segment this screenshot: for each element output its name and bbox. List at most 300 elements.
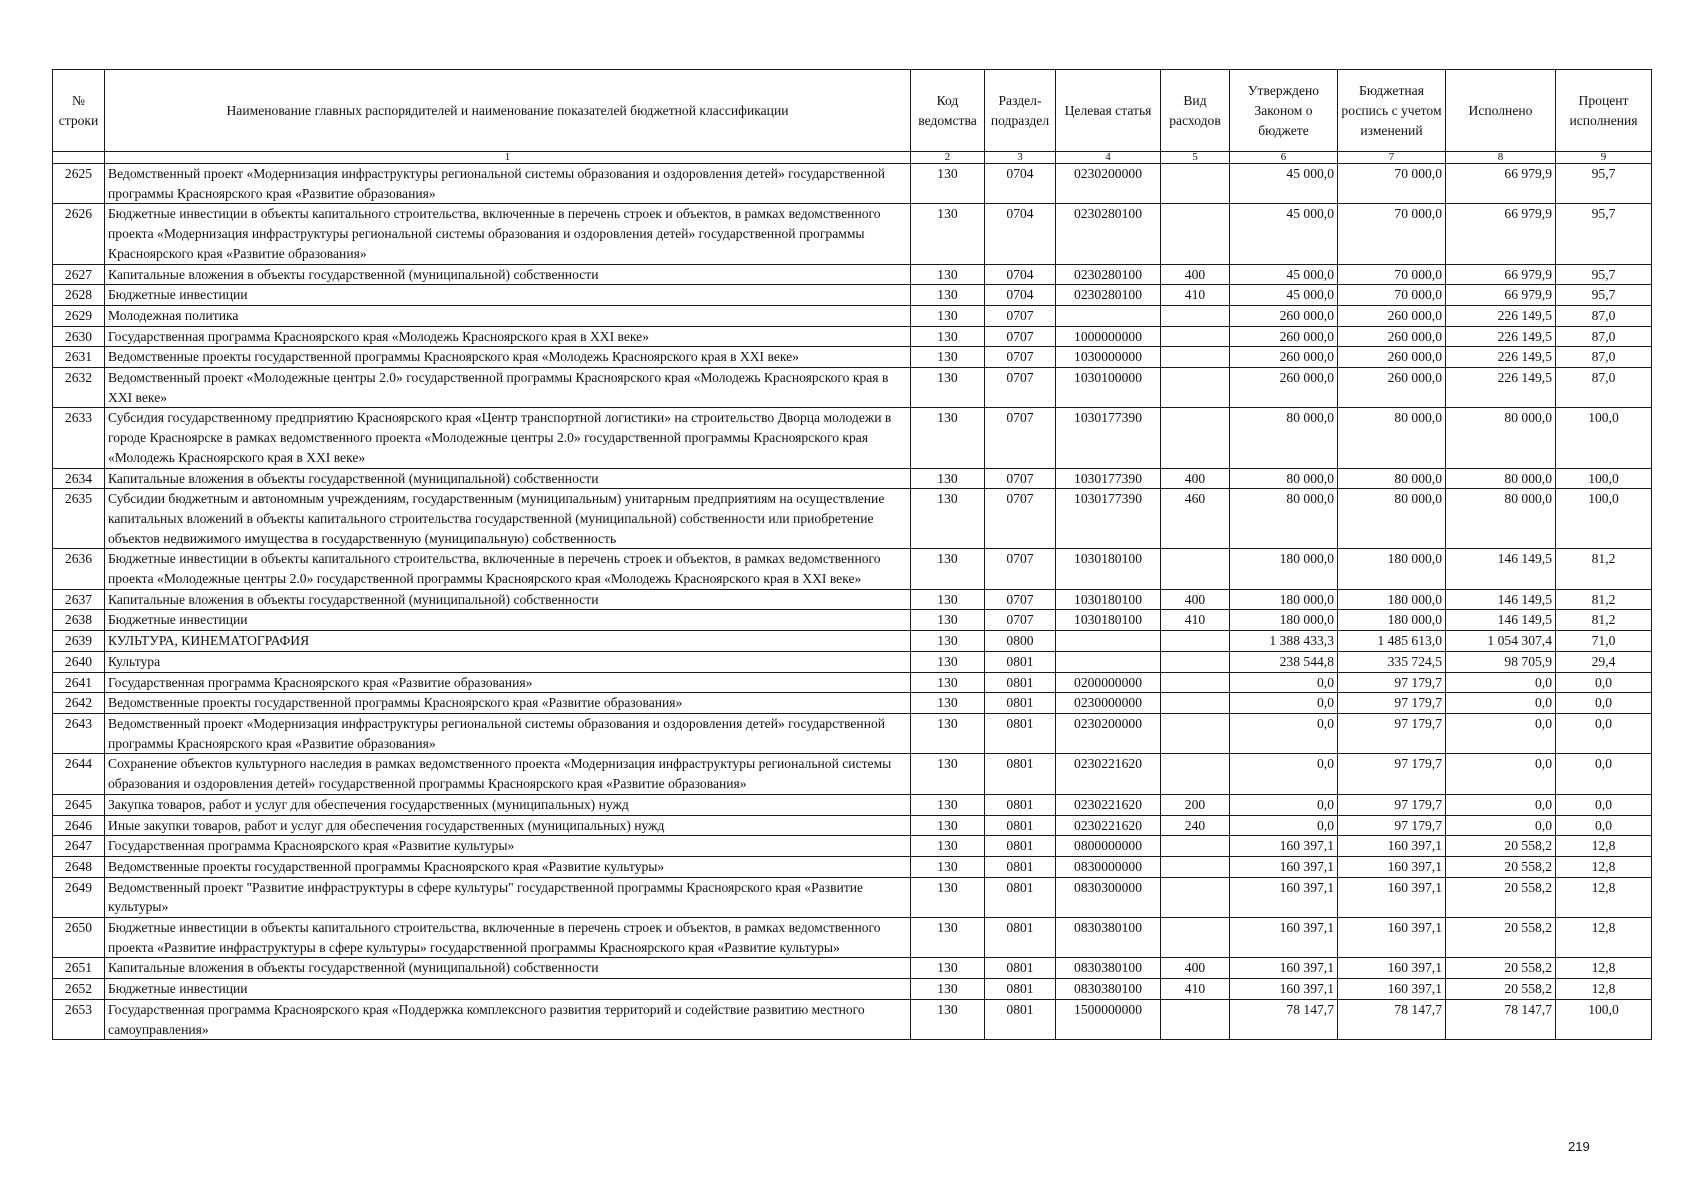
percent-cell: 12,8 bbox=[1556, 877, 1652, 917]
table-row bbox=[53, 856, 1652, 877]
section-cell: 0801 bbox=[985, 815, 1056, 836]
expense-type-cell: 460 bbox=[1161, 489, 1230, 549]
department-code-cell: 130 bbox=[911, 672, 985, 693]
executed-cell: 98 705,9 bbox=[1446, 651, 1556, 672]
expense-type-cell bbox=[1161, 204, 1230, 264]
executed-cell: 20 558,2 bbox=[1446, 877, 1556, 917]
row-number-cell: 2625 bbox=[53, 164, 105, 204]
column-number: 8 bbox=[1446, 152, 1556, 164]
row-number-cell: 2635 bbox=[53, 489, 105, 549]
budget-schedule-cell: 180 000,0 bbox=[1338, 589, 1446, 610]
section-cell: 0801 bbox=[985, 672, 1056, 693]
percent-cell: 29,4 bbox=[1556, 651, 1652, 672]
row-number-cell: 2648 bbox=[53, 856, 105, 877]
column-number bbox=[53, 152, 105, 164]
approved-cell: 80 000,0 bbox=[1230, 489, 1338, 549]
expense-type-cell bbox=[1161, 408, 1230, 468]
budget-schedule-cell: 260 000,0 bbox=[1338, 368, 1446, 408]
budget-schedule-cell: 97 179,7 bbox=[1338, 794, 1446, 815]
row-number-cell: 2631 bbox=[53, 347, 105, 368]
percent-cell: 12,8 bbox=[1556, 836, 1652, 857]
executed-cell: 80 000,0 bbox=[1446, 408, 1556, 468]
name-cell: Ведомственный проект «Модернизация инфраструктуры региональной системы образования и оздоровления детей» государственной программы Красноярского края «Развитие образования» bbox=[105, 164, 911, 204]
table-row bbox=[53, 651, 1652, 672]
budget-schedule-cell: 97 179,7 bbox=[1338, 713, 1446, 753]
column-number: 3 bbox=[985, 152, 1056, 164]
table-row bbox=[53, 368, 1652, 408]
percent-cell: 100,0 bbox=[1556, 489, 1652, 549]
budget-schedule-cell: 80 000,0 bbox=[1338, 489, 1446, 549]
executed-cell: 20 558,2 bbox=[1446, 856, 1556, 877]
department-code-cell: 130 bbox=[911, 836, 985, 857]
executed-cell: 226 149,5 bbox=[1446, 326, 1556, 347]
expense-type-cell: 400 bbox=[1161, 958, 1230, 979]
page-number: 219 bbox=[1568, 1139, 1590, 1154]
executed-cell: 1 054 307,4 bbox=[1446, 631, 1556, 652]
expense-type-cell bbox=[1161, 918, 1230, 958]
approved-cell: 80 000,0 bbox=[1230, 468, 1338, 489]
executed-cell: 66 979,9 bbox=[1446, 285, 1556, 306]
approved-cell: 0,0 bbox=[1230, 794, 1338, 815]
name-cell: Сохранение объектов культурного наследия в рамках ведомственного проекта «Модернизация инфраструктуры региональной системы образования и оздоровления детей» государственной программы Красноярского края «Развитие образования» bbox=[105, 754, 911, 794]
executed-cell: 20 558,2 bbox=[1446, 918, 1556, 958]
expense-type-cell bbox=[1161, 856, 1230, 877]
target-article-cell: 1500000000 bbox=[1056, 999, 1161, 1039]
table-body bbox=[53, 164, 1652, 1040]
target-article-cell: 0200000000 bbox=[1056, 672, 1161, 693]
budget-schedule-cell: 70 000,0 bbox=[1338, 164, 1446, 204]
table-row bbox=[53, 918, 1652, 958]
department-code-cell: 130 bbox=[911, 631, 985, 652]
section-cell: 0800 bbox=[985, 631, 1056, 652]
section-cell: 0801 bbox=[985, 918, 1056, 958]
target-article-cell: 0830380100 bbox=[1056, 918, 1161, 958]
section-cell: 0707 bbox=[985, 408, 1056, 468]
section-cell: 0707 bbox=[985, 326, 1056, 347]
department-code-cell: 130 bbox=[911, 305, 985, 326]
header-expense-type: Вид расходов bbox=[1161, 70, 1230, 152]
row-number-cell: 2645 bbox=[53, 794, 105, 815]
executed-cell: 226 149,5 bbox=[1446, 368, 1556, 408]
target-article-cell: 0230200000 bbox=[1056, 713, 1161, 753]
approved-cell: 160 397,1 bbox=[1230, 836, 1338, 857]
name-cell: Иные закупки товаров, работ и услуг для обеспечения государственных (муниципальных) нужд bbox=[105, 815, 911, 836]
expense-type-cell: 400 bbox=[1161, 264, 1230, 285]
approved-cell: 260 000,0 bbox=[1230, 305, 1338, 326]
executed-cell: 20 558,2 bbox=[1446, 958, 1556, 979]
row-number-cell: 2633 bbox=[53, 408, 105, 468]
department-code-cell: 130 bbox=[911, 264, 985, 285]
name-cell: Ведомственный проект "Развитие инфраструктуры в сфере культуры" государственной программы Красноярского края «Развитие культуры» bbox=[105, 877, 911, 917]
target-article-cell: 1030180100 bbox=[1056, 549, 1161, 589]
percent-cell: 87,0 bbox=[1556, 326, 1652, 347]
expense-type-cell bbox=[1161, 549, 1230, 589]
section-cell: 0707 bbox=[985, 305, 1056, 326]
table-row bbox=[53, 164, 1652, 204]
header-approved: Утверждено Законом о бюджете bbox=[1230, 70, 1338, 152]
name-cell: Ведомственные проекты государственной программы Красноярского края «Молодежь Красноярского края в XXI веке» bbox=[105, 347, 911, 368]
name-cell: КУЛЬТУРА, КИНЕМАТОГРАФИЯ bbox=[105, 631, 911, 652]
department-code-cell: 130 bbox=[911, 794, 985, 815]
name-cell: Ведомственные проекты государственной программы Красноярского края «Развитие культуры» bbox=[105, 856, 911, 877]
percent-cell: 0,0 bbox=[1556, 815, 1652, 836]
approved-cell: 0,0 bbox=[1230, 693, 1338, 714]
table-row bbox=[53, 958, 1652, 979]
approved-cell: 1 388 433,3 bbox=[1230, 631, 1338, 652]
header-section: Раздел-подраздел bbox=[985, 70, 1056, 152]
department-code-cell: 130 bbox=[911, 877, 985, 917]
percent-cell: 87,0 bbox=[1556, 368, 1652, 408]
percent-cell: 95,7 bbox=[1556, 204, 1652, 264]
row-number-cell: 2644 bbox=[53, 754, 105, 794]
section-cell: 0801 bbox=[985, 693, 1056, 714]
table-row bbox=[53, 754, 1652, 794]
target-article-cell: 1000000000 bbox=[1056, 326, 1161, 347]
header-executed: Исполнено bbox=[1446, 70, 1556, 152]
department-code-cell: 130 bbox=[911, 408, 985, 468]
column-number: 6 bbox=[1230, 152, 1338, 164]
department-code-cell: 130 bbox=[911, 347, 985, 368]
target-article-cell: 1030100000 bbox=[1056, 368, 1161, 408]
header-budget-schedule: Бюджетная роспись с учетом изменений bbox=[1338, 70, 1446, 152]
percent-cell: 71,0 bbox=[1556, 631, 1652, 652]
section-cell: 0801 bbox=[985, 836, 1056, 857]
budget-schedule-cell: 160 397,1 bbox=[1338, 918, 1446, 958]
approved-cell: 160 397,1 bbox=[1230, 958, 1338, 979]
approved-cell: 160 397,1 bbox=[1230, 979, 1338, 1000]
row-number-cell: 2638 bbox=[53, 610, 105, 631]
budget-schedule-cell: 260 000,0 bbox=[1338, 347, 1446, 368]
percent-cell: 95,7 bbox=[1556, 264, 1652, 285]
table-row bbox=[53, 713, 1652, 753]
approved-cell: 78 147,7 bbox=[1230, 999, 1338, 1039]
expense-type-cell bbox=[1161, 651, 1230, 672]
percent-cell: 0,0 bbox=[1556, 754, 1652, 794]
section-cell: 0801 bbox=[985, 877, 1056, 917]
department-code-cell: 130 bbox=[911, 754, 985, 794]
column-number: 2 bbox=[911, 152, 985, 164]
row-number-cell: 2646 bbox=[53, 815, 105, 836]
expense-type-cell: 400 bbox=[1161, 589, 1230, 610]
header-department-code: Код ведомства bbox=[911, 70, 985, 152]
row-number-cell: 2651 bbox=[53, 958, 105, 979]
name-cell: Капитальные вложения в объекты государственной (муниципальной) собственности bbox=[105, 589, 911, 610]
executed-cell: 0,0 bbox=[1446, 713, 1556, 753]
target-article-cell: 0230280100 bbox=[1056, 204, 1161, 264]
expense-type-cell: 200 bbox=[1161, 794, 1230, 815]
name-cell: Бюджетные инвестиции bbox=[105, 979, 911, 1000]
percent-cell: 100,0 bbox=[1556, 408, 1652, 468]
expense-type-cell bbox=[1161, 631, 1230, 652]
approved-cell: 260 000,0 bbox=[1230, 347, 1338, 368]
target-article-cell: 1030177390 bbox=[1056, 489, 1161, 549]
name-cell: Закупка товаров, работ и услуг для обеспечения государственных (муниципальных) нужд bbox=[105, 794, 911, 815]
table-row bbox=[53, 877, 1652, 917]
expense-type-cell: 410 bbox=[1161, 285, 1230, 306]
expense-type-cell bbox=[1161, 877, 1230, 917]
percent-cell: 12,8 bbox=[1556, 856, 1652, 877]
executed-cell: 146 149,5 bbox=[1446, 610, 1556, 631]
table-row bbox=[53, 672, 1652, 693]
name-cell: Бюджетные инвестиции в объекты капитального строительства, включенные в перечень строек и объектов, в рамках ведомственного проекта «Модернизация инфраструктуры региональной системы образования и оздоровления детей» государственной программы Красноярского края «Развитие образования» bbox=[105, 204, 911, 264]
budget-schedule-cell: 260 000,0 bbox=[1338, 305, 1446, 326]
budget-schedule-cell: 180 000,0 bbox=[1338, 610, 1446, 631]
name-cell: Государственная программа Красноярского края «Молодежь Красноярского края в XXI веке» bbox=[105, 326, 911, 347]
executed-cell: 80 000,0 bbox=[1446, 468, 1556, 489]
section-cell: 0801 bbox=[985, 856, 1056, 877]
name-cell: Ведомственный проект «Молодежные центры 2.0» государственной программы Красноярского края «Молодежь Красноярского края в XXI веке» bbox=[105, 368, 911, 408]
name-cell: Капитальные вложения в объекты государственной (муниципальной) собственности bbox=[105, 264, 911, 285]
table-row bbox=[53, 408, 1652, 468]
target-article-cell: 0230200000 bbox=[1056, 164, 1161, 204]
department-code-cell: 130 bbox=[911, 204, 985, 264]
percent-cell: 0,0 bbox=[1556, 713, 1652, 753]
approved-cell: 238 544,8 bbox=[1230, 651, 1338, 672]
expense-type-cell bbox=[1161, 326, 1230, 347]
name-cell: Бюджетные инвестиции в объекты капитального строительства, включенные в перечень строек и объектов, в рамках ведомственного проекта «Молодежные центры 2.0» государственной программы Красноярского края «Молодежь Красноярского края в XXI веке» bbox=[105, 549, 911, 589]
expense-type-cell bbox=[1161, 713, 1230, 753]
column-number: 7 bbox=[1338, 152, 1446, 164]
target-article-cell: 0230000000 bbox=[1056, 693, 1161, 714]
expense-type-cell bbox=[1161, 305, 1230, 326]
department-code-cell: 130 bbox=[911, 468, 985, 489]
percent-cell: 0,0 bbox=[1556, 794, 1652, 815]
budget-schedule-cell: 260 000,0 bbox=[1338, 326, 1446, 347]
expense-type-cell bbox=[1161, 693, 1230, 714]
expense-type-cell bbox=[1161, 999, 1230, 1039]
header-name: Наименование главных распорядителей и наименование показателей бюджетной классификации bbox=[105, 70, 911, 152]
table-row bbox=[53, 204, 1652, 264]
row-number-cell: 2634 bbox=[53, 468, 105, 489]
budget-schedule-cell: 160 397,1 bbox=[1338, 979, 1446, 1000]
budget-schedule-cell: 70 000,0 bbox=[1338, 264, 1446, 285]
target-article-cell: 0830380100 bbox=[1056, 979, 1161, 1000]
approved-cell: 45 000,0 bbox=[1230, 285, 1338, 306]
expense-type-cell bbox=[1161, 347, 1230, 368]
executed-cell: 226 149,5 bbox=[1446, 347, 1556, 368]
section-cell: 0801 bbox=[985, 958, 1056, 979]
row-number-cell: 2652 bbox=[53, 979, 105, 1000]
budget-schedule-cell: 97 179,7 bbox=[1338, 672, 1446, 693]
approved-cell: 80 000,0 bbox=[1230, 408, 1338, 468]
department-code-cell: 130 bbox=[911, 693, 985, 714]
name-cell: Бюджетные инвестиции bbox=[105, 285, 911, 306]
row-number-cell: 2650 bbox=[53, 918, 105, 958]
section-cell: 0801 bbox=[985, 713, 1056, 753]
target-article-cell: 0230280100 bbox=[1056, 285, 1161, 306]
department-code-cell: 130 bbox=[911, 713, 985, 753]
expense-type-cell bbox=[1161, 754, 1230, 794]
section-cell: 0801 bbox=[985, 754, 1056, 794]
row-number-cell: 2642 bbox=[53, 693, 105, 714]
executed-cell: 80 000,0 bbox=[1446, 489, 1556, 549]
table-row bbox=[53, 347, 1652, 368]
budget-schedule-cell: 160 397,1 bbox=[1338, 856, 1446, 877]
target-article-cell: 0230221620 bbox=[1056, 794, 1161, 815]
target-article-cell: 0800000000 bbox=[1056, 836, 1161, 857]
approved-cell: 260 000,0 bbox=[1230, 326, 1338, 347]
table-row bbox=[53, 979, 1652, 1000]
section-cell: 0801 bbox=[985, 794, 1056, 815]
name-cell: Государственная программа Красноярского края «Развитие образования» bbox=[105, 672, 911, 693]
name-cell: Государственная программа Красноярского края «Развитие культуры» bbox=[105, 836, 911, 857]
executed-cell: 146 149,5 bbox=[1446, 549, 1556, 589]
budget-table bbox=[52, 69, 1652, 1040]
target-article-cell: 1030180100 bbox=[1056, 589, 1161, 610]
row-number-cell: 2653 bbox=[53, 999, 105, 1039]
approved-cell: 45 000,0 bbox=[1230, 204, 1338, 264]
name-cell: Государственная программа Красноярского края «Поддержка комплексного развития территорий и содействие развитию местного самоуправления» bbox=[105, 999, 911, 1039]
executed-cell: 66 979,9 bbox=[1446, 164, 1556, 204]
executed-cell: 0,0 bbox=[1446, 794, 1556, 815]
approved-cell: 180 000,0 bbox=[1230, 549, 1338, 589]
row-number-cell: 2632 bbox=[53, 368, 105, 408]
row-number-cell: 2627 bbox=[53, 264, 105, 285]
approved-cell: 160 397,1 bbox=[1230, 856, 1338, 877]
name-cell: Бюджетные инвестиции в объекты капитального строительства, включенные в перечень строек и объектов, в рамках ведомственного проекта «Развитие инфраструктуры в сфере культуры» государственной программы Красноярского края «Развитие культуры» bbox=[105, 918, 911, 958]
target-article-cell: 0830380100 bbox=[1056, 958, 1161, 979]
row-number-cell: 2630 bbox=[53, 326, 105, 347]
section-cell: 0707 bbox=[985, 549, 1056, 589]
executed-cell: 66 979,9 bbox=[1446, 204, 1556, 264]
target-article-cell: 1030000000 bbox=[1056, 347, 1161, 368]
target-article-cell: 0830300000 bbox=[1056, 877, 1161, 917]
section-cell: 0801 bbox=[985, 999, 1056, 1039]
target-article-cell: 1030177390 bbox=[1056, 408, 1161, 468]
percent-cell: 12,8 bbox=[1556, 979, 1652, 1000]
table-row bbox=[53, 326, 1652, 347]
executed-cell: 0,0 bbox=[1446, 754, 1556, 794]
budget-schedule-cell: 180 000,0 bbox=[1338, 549, 1446, 589]
executed-cell: 226 149,5 bbox=[1446, 305, 1556, 326]
target-article-cell: 0230221620 bbox=[1056, 754, 1161, 794]
row-number-cell: 2640 bbox=[53, 651, 105, 672]
name-cell: Ведомственные проекты государственной программы Красноярского края «Развитие образования» bbox=[105, 693, 911, 714]
table-row bbox=[53, 610, 1652, 631]
expense-type-cell bbox=[1161, 368, 1230, 408]
target-article-cell: 0230221620 bbox=[1056, 815, 1161, 836]
name-cell: Субсидия государственному предприятию Красноярского края «Центр транспортной логистики» на строительство Дворца молодежи в городе Красноярске в рамках ведомственного проекта «Молодежные центры 2.0» государственной программы Красноярского края «Молодежь Красноярского края в XXI веке» bbox=[105, 408, 911, 468]
budget-schedule-cell: 80 000,0 bbox=[1338, 408, 1446, 468]
approved-cell: 0,0 bbox=[1230, 815, 1338, 836]
table-row bbox=[53, 264, 1652, 285]
table-row bbox=[53, 489, 1652, 549]
target-article-cell: 1030180100 bbox=[1056, 610, 1161, 631]
row-number-cell: 2643 bbox=[53, 713, 105, 753]
department-code-cell: 130 bbox=[911, 999, 985, 1039]
department-code-cell: 130 bbox=[911, 651, 985, 672]
department-code-cell: 130 bbox=[911, 979, 985, 1000]
table-header bbox=[53, 70, 1652, 164]
budget-schedule-cell: 1 485 613,0 bbox=[1338, 631, 1446, 652]
header-row-number: № строки bbox=[53, 70, 105, 152]
budget-schedule-cell: 80 000,0 bbox=[1338, 468, 1446, 489]
approved-cell: 180 000,0 bbox=[1230, 589, 1338, 610]
name-cell: Культура bbox=[105, 651, 911, 672]
department-code-cell: 130 bbox=[911, 285, 985, 306]
department-code-cell: 130 bbox=[911, 326, 985, 347]
row-number-cell: 2628 bbox=[53, 285, 105, 306]
section-cell: 0707 bbox=[985, 468, 1056, 489]
approved-cell: 45 000,0 bbox=[1230, 264, 1338, 285]
expense-type-cell bbox=[1161, 164, 1230, 204]
budget-schedule-cell: 78 147,7 bbox=[1338, 999, 1446, 1039]
approved-cell: 45 000,0 bbox=[1230, 164, 1338, 204]
section-cell: 0704 bbox=[985, 285, 1056, 306]
approved-cell: 160 397,1 bbox=[1230, 918, 1338, 958]
approved-cell: 0,0 bbox=[1230, 713, 1338, 753]
name-cell: Молодежная политика bbox=[105, 305, 911, 326]
department-code-cell: 130 bbox=[911, 856, 985, 877]
executed-cell: 20 558,2 bbox=[1446, 836, 1556, 857]
name-cell: Капитальные вложения в объекты государственной (муниципальной) собственности bbox=[105, 958, 911, 979]
table-row bbox=[53, 836, 1652, 857]
section-cell: 0707 bbox=[985, 589, 1056, 610]
percent-cell: 100,0 bbox=[1556, 468, 1652, 489]
percent-cell: 12,8 bbox=[1556, 918, 1652, 958]
name-cell: Субсидии бюджетным и автономным учреждениям, государственным (муниципальным) унитарным предприятиям на осуществление капитальных вложений в объекты капитального строительства государственной (муниципальной) собственности или приобретение объектов недвижимого имущества в государственную (муниципальную) собственность bbox=[105, 489, 911, 549]
department-code-cell: 130 bbox=[911, 918, 985, 958]
expense-type-cell bbox=[1161, 836, 1230, 857]
department-code-cell: 130 bbox=[911, 589, 985, 610]
name-cell: Ведомственный проект «Модернизация инфраструктуры региональной системы образования и оздоровления детей» государственной программы Красноярского края «Развитие образования» bbox=[105, 713, 911, 753]
header-target-article: Целевая статья bbox=[1056, 70, 1161, 152]
budget-schedule-cell: 97 179,7 bbox=[1338, 693, 1446, 714]
header-percent: Процент исполнения bbox=[1556, 70, 1652, 152]
section-cell: 0707 bbox=[985, 347, 1056, 368]
approved-cell: 0,0 bbox=[1230, 672, 1338, 693]
row-number-cell: 2641 bbox=[53, 672, 105, 693]
row-number-cell: 2637 bbox=[53, 589, 105, 610]
table-row bbox=[53, 589, 1652, 610]
percent-cell: 81,2 bbox=[1556, 589, 1652, 610]
row-number-cell: 2626 bbox=[53, 204, 105, 264]
percent-cell: 81,2 bbox=[1556, 610, 1652, 631]
row-number-cell: 2629 bbox=[53, 305, 105, 326]
department-code-cell: 130 bbox=[911, 610, 985, 631]
table-row bbox=[53, 794, 1652, 815]
department-code-cell: 130 bbox=[911, 549, 985, 589]
executed-cell: 0,0 bbox=[1446, 815, 1556, 836]
expense-type-cell: 400 bbox=[1161, 468, 1230, 489]
department-code-cell: 130 bbox=[911, 489, 985, 549]
executed-cell: 0,0 bbox=[1446, 693, 1556, 714]
section-cell: 0704 bbox=[985, 204, 1056, 264]
approved-cell: 260 000,0 bbox=[1230, 368, 1338, 408]
percent-cell: 100,0 bbox=[1556, 999, 1652, 1039]
target-article-cell bbox=[1056, 631, 1161, 652]
budget-schedule-cell: 70 000,0 bbox=[1338, 285, 1446, 306]
table-row bbox=[53, 999, 1652, 1039]
column-number: 5 bbox=[1161, 152, 1230, 164]
percent-cell: 0,0 bbox=[1556, 672, 1652, 693]
percent-cell: 87,0 bbox=[1556, 305, 1652, 326]
row-number-cell: 2639 bbox=[53, 631, 105, 652]
table-row bbox=[53, 305, 1652, 326]
budget-schedule-cell: 160 397,1 bbox=[1338, 958, 1446, 979]
approved-cell: 180 000,0 bbox=[1230, 610, 1338, 631]
table-row bbox=[53, 468, 1652, 489]
name-cell: Бюджетные инвестиции bbox=[105, 610, 911, 631]
budget-schedule-cell: 160 397,1 bbox=[1338, 877, 1446, 917]
column-number: 4 bbox=[1056, 152, 1161, 164]
expense-type-cell: 410 bbox=[1161, 610, 1230, 631]
table-row bbox=[53, 815, 1652, 836]
section-cell: 0707 bbox=[985, 489, 1056, 549]
executed-cell: 20 558,2 bbox=[1446, 979, 1556, 1000]
department-code-cell: 130 bbox=[911, 368, 985, 408]
section-cell: 0801 bbox=[985, 651, 1056, 672]
